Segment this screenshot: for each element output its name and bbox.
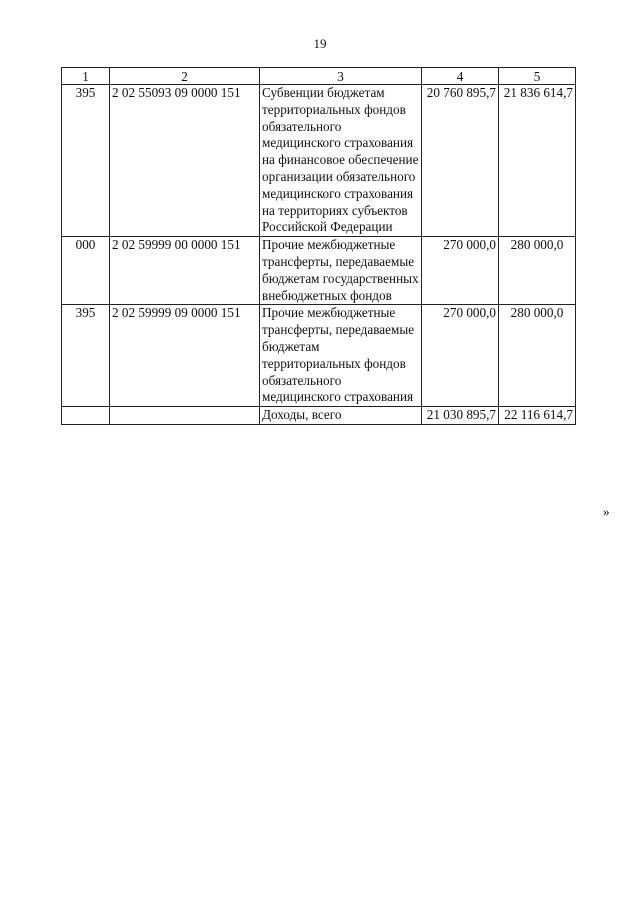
kbk-cell: 2 02 59999 00 0000 151 (110, 237, 260, 305)
admin-code-cell: 395 (62, 305, 110, 407)
closing-quote: » (603, 504, 610, 519)
header-col-4: 4 (422, 68, 499, 85)
table-header-row (62, 68, 576, 85)
table-total-row (62, 407, 576, 425)
value-col5-cell: 21 836 614,7 (499, 85, 576, 237)
table-row (62, 237, 576, 305)
name-cell (260, 85, 422, 237)
revenue-table (61, 67, 576, 425)
total-col4-cell: 21 030 895,7 (422, 407, 499, 425)
header-col-2: 2 (110, 68, 260, 85)
empty-cell (62, 407, 110, 425)
value-col4-cell: 270 000,0 (422, 305, 499, 407)
value-col5-cell: 280 000,0 (499, 305, 576, 407)
value-col4-cell: 270 000,0 (422, 237, 499, 305)
name-text: Прочие межбюджетные трансферты, передаваемые бюджетам государственных внебюджетных фондов (262, 237, 419, 303)
name-text: Прочие межбюджетные трансферты, передаваемые бюджетам территориальных фондов обязательного медицинского страхования (262, 305, 415, 405)
total-col5-cell: 22 116 614,7 (499, 407, 576, 425)
name-cell (260, 305, 422, 407)
value-col5-cell: 280 000,0 (499, 237, 576, 305)
table-row (62, 305, 576, 407)
value-col4-cell: 20 760 895,7 (422, 85, 499, 237)
name-text: Субвенции бюджетам территориальных фондов обязательного медицинского страхования на финансовое обеспечение организации обязательного медицинского страхования на территориях субъектов Российской Федерации (262, 85, 419, 235)
name-cell (260, 237, 422, 305)
empty-cell (110, 407, 260, 425)
admin-code-cell: 000 (62, 237, 110, 305)
admin-code-cell: 395 (62, 85, 110, 237)
kbk-cell: 2 02 59999 09 0000 151 (110, 305, 260, 407)
header-col-1: 1 (62, 68, 110, 85)
table-row (62, 85, 576, 237)
total-label-cell: Доходы, всего (260, 407, 422, 425)
kbk-cell: 2 02 55093 09 0000 151 (110, 85, 260, 237)
header-col-5: 5 (499, 68, 576, 85)
page-number: 19 (313, 36, 327, 51)
header-col-3: 3 (260, 68, 422, 85)
